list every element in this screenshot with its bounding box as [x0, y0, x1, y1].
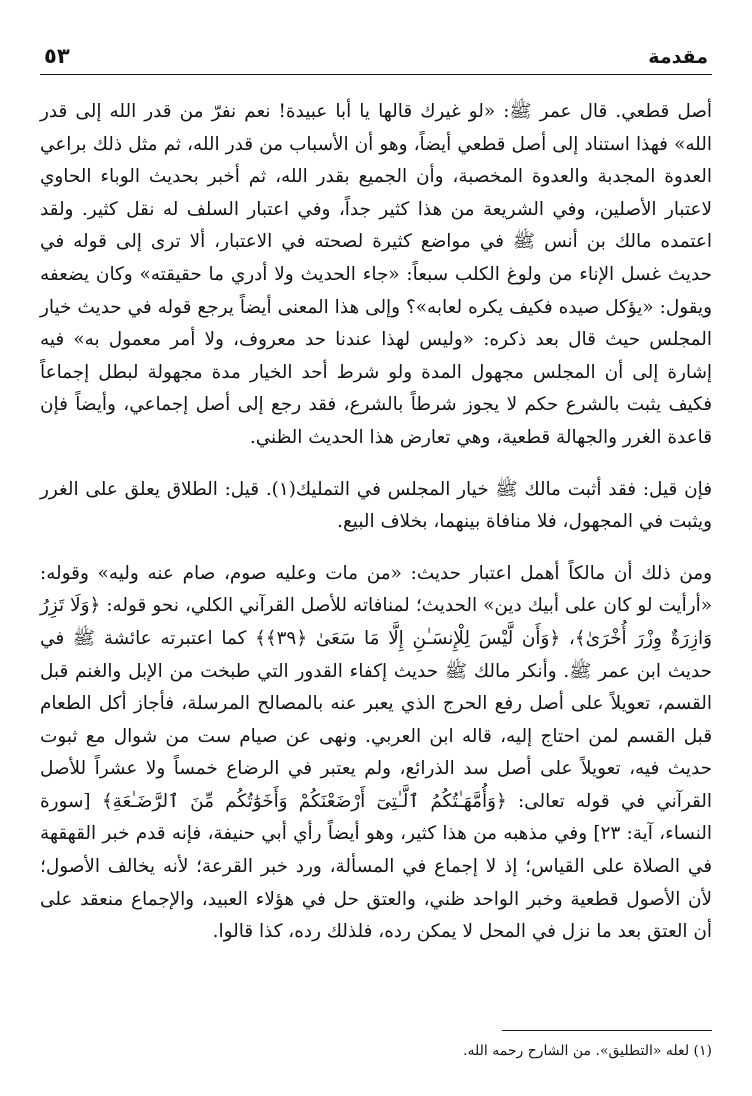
footnote-divider	[502, 1030, 712, 1031]
page-header	[40, 40, 712, 75]
section-title: مقدمة	[648, 46, 708, 68]
body-text	[40, 96, 712, 968]
paragraph-2: فإن قيل: فقد أثبت مالك ﷺ خيار المجلس في التمليك(١). قيل: الطلاق يعلق على الغرر ويثبت في المجهول، فلا منافاة بينهما، بخلاف البيع.	[40, 478, 712, 533]
paragraph-3: ومن ذلك أن مالكاً أهمل اعتبار حديث: «من مات وعليه صوم، صام عنه وليه» وقوله: «أرأيت لو كان على أبيك دين» الحديث؛ لمنافاته للأصل القرآني الكلي، نحو قوله: ﴿وَلَا تَزِرُ وَازِرَةٌ وِزْرَ أُخْرَىٰ﴾، ﴿وَأَن لَّيْسَ لِلْإِنسَـٰنِ إِلَّا مَا سَعَىٰ ﴿٣٩﴾﴾ كما اعتبرته عائشة ﷺ في حديث ابن عمر ﷺ. وأنكر مالك ﷺ حديث إكفاء القدور التي طبخت من الإبل والغنم قبل القسم، تعويلاً على أصل رفع الحرج الذي يعبر عنه بالمصالح المرسلة، فأجاز أكل الطعام قبل القسم لمن احتاج إليه، قاله ابن العربي. ونهى عن صيام ست من شوال مع ثبوت حديث فيه، تعويلاً على أصل سد الذرائع، ولم يعتبر في الرضاع خمساً ولا عشراً للأصل القرآني في قوله تعالى: ﴿وَأُمَّهَـٰتُكُمُ ٱلَّـٰتِىٓ أَرْضَعْنَكُمْ وَأَخَوَٰتُكُم مِّنَ ٱلرَّضَـٰعَةِ﴾ [سورة النساء، آية: ٢٣] وفي مذهبه من هذا كثير، وهو أيضاً رأي أبي حنيفة، فإنه قدم خبر القهقهة في الصلاة على القياس؛ إذ لا إجماع في المسألة، ورد خبر القرعة؛ لأنه يخالف الأصول؛ لأن الأصول قطعية وخبر الواحد ظني، والعتق حل في هؤلاء العبيد، والإجماع منعقد على أن العتق بعد ما نزل في المحل لا يمكن رده، فلذلك رده، كذا قالوا.	[40, 562, 712, 943]
page-number: ٥٣	[44, 44, 70, 68]
paragraph-1: أصل قطعي. قال عمر ﷺ: «لو غيرك قالها يا أبا عبيدة! نعم نفرّ من قدر الله إلى قدر الله» فهذا استناد إلى أصل قطعي أيضاً، وهو أن الأسباب من قدر الله، ثم مثل ذلك براعي العدوة المجدبة والعدوة المخصبة، وأن الجميع بقدر الله، ثم أخبر بحديث الوباء الحاوي لاعتبار الأصلين، وفي الشريعة من هذا كثير جداً، وفي اعتبار السلف له نقل كثير. ولقد اعتمده مالك بن أنس ﷺ في مواضع كثيرة لصحته في الاعتبار، ألا ترى إلى قوله في حديث غسل الإناء من ولوغ الكلب سبعاً: «جاء الحديث ولا أدري ما حقيقته» وكان يضعفه ويقول: «يؤكل صيده فكيف يكره لعابه»؟ وإلى هذا المعنى أيضاً يرجع قوله في حديث خيار المجلس حيث قال بعد ذكره: «وليس لهذا عندنا حد معروف، ولا أمر معمول به» فيه إشارة إلى أن المجلس مجهول المدة ولو شرط أحد الخيار مدة مجهولة لبطل إجماعاً فكيف يثبت بالشرع حكم لا يجوز شرطاً بالشرع، فقد رجع إلى أصل إجماعي، وأيضاً فإن قاعدة الغرر والجهالة قطعية، وهي تعارض هذا الحديث الظني.	[40, 101, 712, 448]
footnote: (١) لعله «التطليق». من الشارح رحمه الله.	[463, 1043, 712, 1059]
